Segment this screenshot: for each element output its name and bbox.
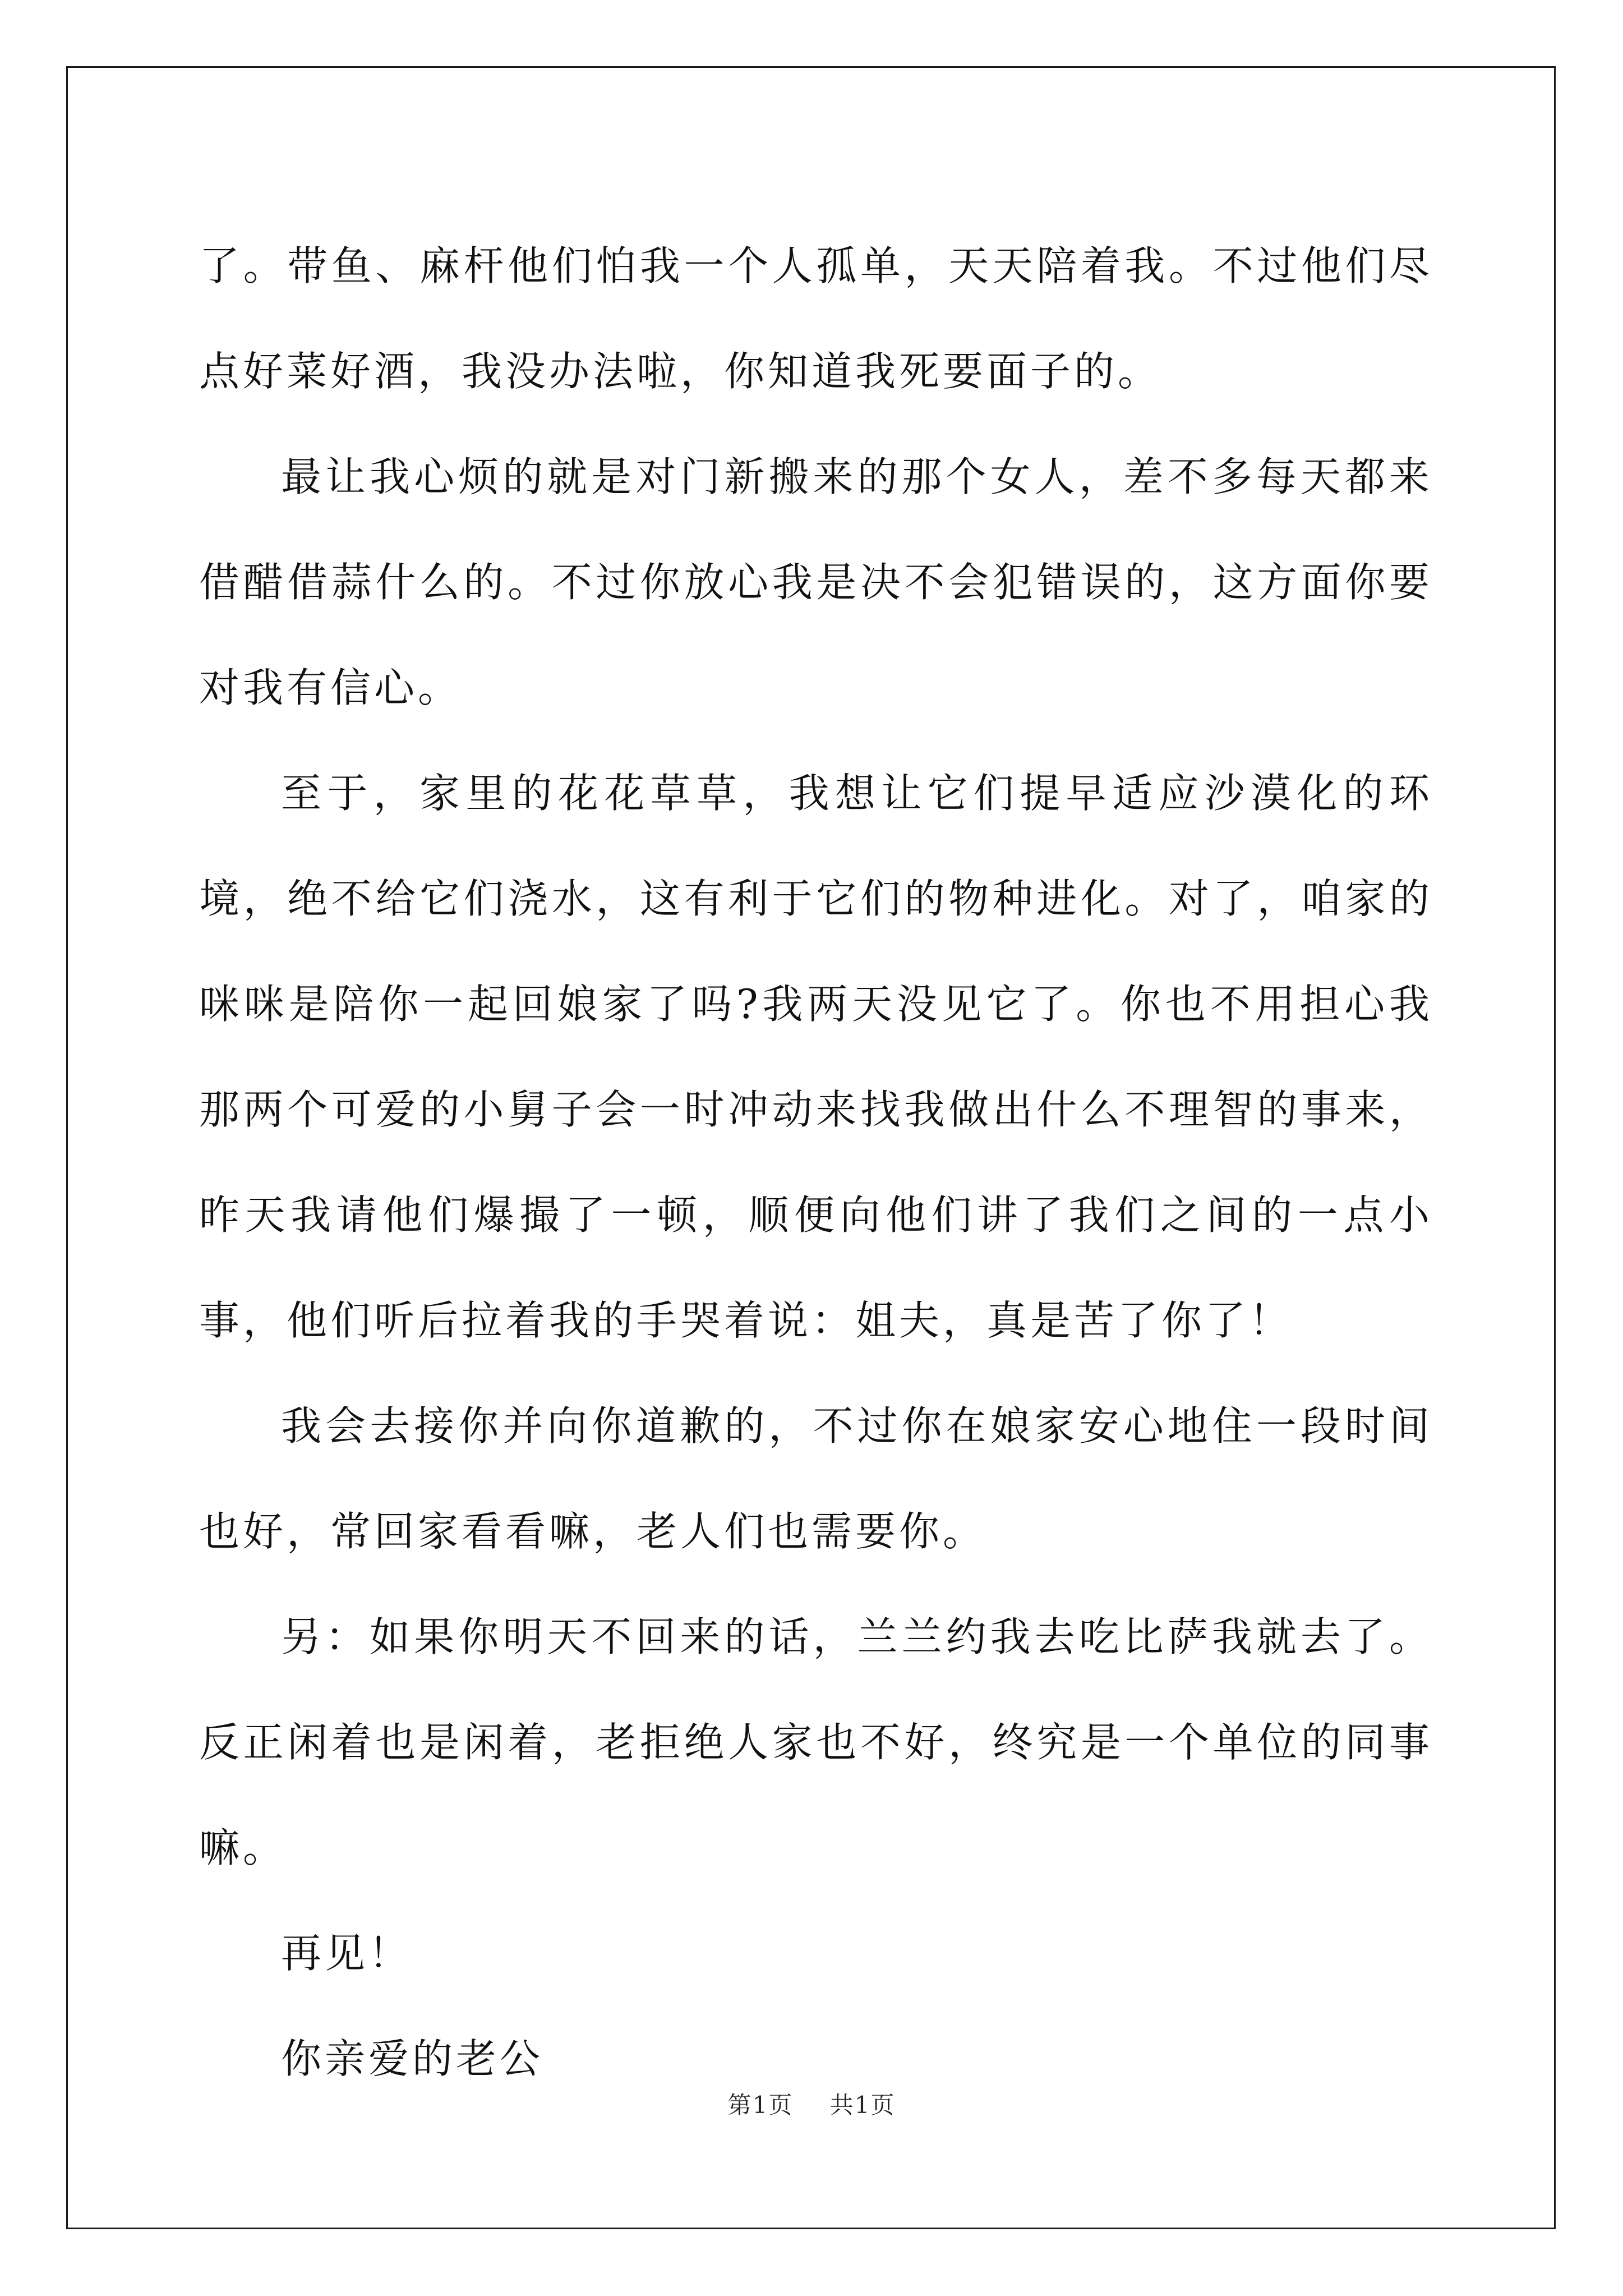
page-number-total: 共1页 [829, 2091, 896, 2119]
page-footer [0, 2087, 1623, 2120]
paragraph-apology: 我会去接你并向你道歉的，不过你在娘家安心地住一段时间也好，常回家看看嘛，老人们也需要你。 [199, 1402, 1433, 1555]
paragraph-postscript: 另：如果你明天不回来的话，兰兰约我去吃比萨我就去了。反正闲着也是闲着，老拒绝人家也不好，终究是一个单位的同事嘛。 [199, 1613, 1433, 1871]
page-number-current: 第1页 [727, 2091, 794, 2119]
paragraph-neighbor: 最让我心烦的就是对门新搬来的那个女人，差不多每天都来借醋借蒜什么的。不过你放心我是决不会犯错误的，这方面你要对我有信心。 [199, 453, 1433, 711]
signature-line: 你亲爱的老公 [281, 2035, 544, 2082]
closing-farewell: 再见！ [281, 1930, 413, 1977]
paragraph-plants-and-cat: 至于，家里的花花草草，我想让它们提早适应沙漠化的环境，绝不给它们浇水，这有利于它们的物种进化。对了，咱家的咪咪是陪你一起回娘家了吗?我两天没见它了。你也不用担心我那两个可爱的小舅子会一时冲动来找我做出什么不理智的事来，昨天我请他们爆撮了一顿，顺便向他们讲了我们之间的一点小事，他们听后拉着我的手哭着说：姐夫，真是苦了你了！ [199, 770, 1433, 1344]
letter-body [199, 213, 1433, 2111]
paragraph-continuation: 了。带鱼、麻杆他们怕我一个人孤单，天天陪着我。不过他们尽点好菜好酒，我没办法啦，你知道我死要面子的。 [199, 242, 1433, 395]
